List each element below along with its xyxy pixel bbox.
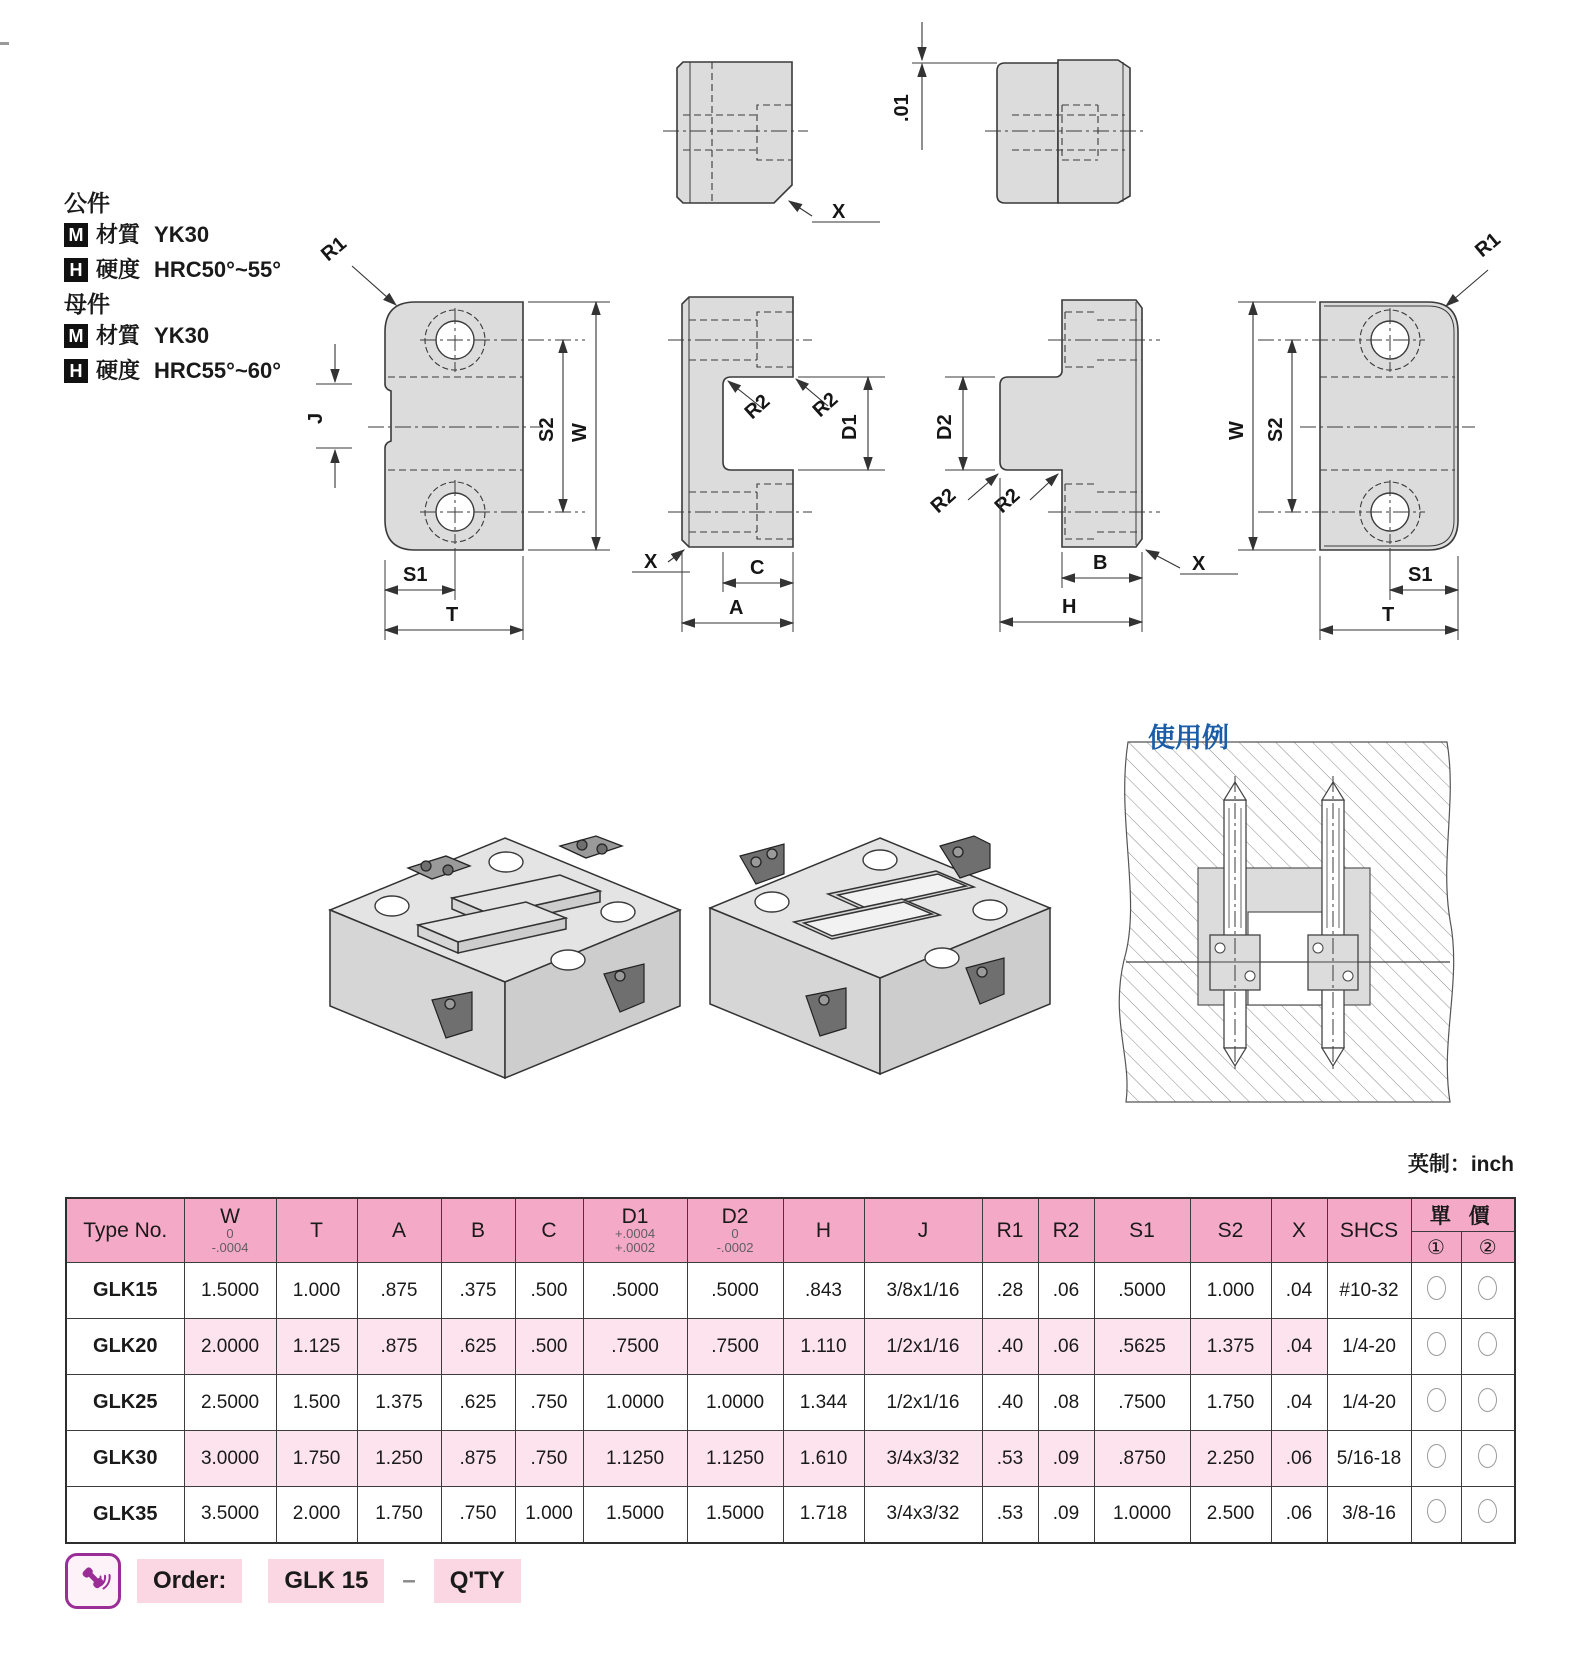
cell-r1: .40 [982,1375,1038,1431]
cell-r1: .40 [982,1319,1038,1375]
cell-r2: .09 [1038,1487,1094,1543]
cell-r2: .08 [1038,1375,1094,1431]
cell-price-1 [1411,1319,1461,1375]
front-view-male [927,300,1238,632]
cell-w: 2.0000 [184,1319,276,1375]
cell-type-no: GLK35 [66,1487,184,1543]
cell-r2: .06 [1038,1319,1094,1375]
cell-s2: 1.000 [1190,1263,1271,1319]
material-icon: M [64,324,88,348]
cell-w: 3.0000 [184,1431,276,1487]
material-value: YK30 [154,222,210,247]
cell-h: .843 [783,1263,864,1319]
front-view-female [632,297,885,632]
hardness-icon: H [64,359,88,383]
svg-text:X: X [644,551,658,573]
cell-j: 3/8x1/16 [864,1263,982,1319]
order-label: Order: [137,1559,242,1603]
price-circle [1427,1388,1446,1412]
svg-text:R2: R2 [808,388,843,422]
cell-h: 1.110 [783,1319,864,1375]
cell-b: .375 [441,1263,515,1319]
price-circle [1478,1499,1497,1523]
cell-d1: 1.5000 [583,1487,687,1543]
cell-shcs: 1/4-20 [1327,1375,1411,1431]
svg-text:R2: R2 [740,390,775,424]
cell-b: .625 [441,1375,515,1431]
cell-j: 3/4x3/32 [864,1431,982,1487]
cell-s1: .8750 [1094,1431,1190,1487]
cell-a: .875 [357,1263,441,1319]
cell-b: .750 [441,1487,515,1543]
price-circle [1427,1499,1446,1523]
price-circle [1478,1444,1497,1468]
table-row-glk20 [66,1319,1515,1375]
cell-a: 1.750 [357,1487,441,1543]
svg-text:S2: S2 [1265,417,1287,442]
table-row-glk30 [66,1431,1515,1487]
price-circle [1478,1388,1497,1412]
cell-price-1 [1411,1375,1461,1431]
cell-j: 1/2x1/16 [864,1375,982,1431]
order-part-number: GLK 15 [268,1559,384,1603]
svg-text:J: J [305,412,327,424]
cell-x: .04 [1271,1319,1327,1375]
male-material-line [64,223,281,247]
table-row-glk25 [66,1375,1515,1431]
front-view-right-plate [1226,229,1505,640]
hardness-icon: H [64,258,88,282]
cell-price-2 [1461,1487,1515,1543]
price-circle [1478,1332,1497,1356]
svg-text:W: W [1226,421,1248,440]
col-header-x: X [1271,1198,1327,1263]
cell-x: .06 [1271,1431,1327,1487]
col-header-t: T [276,1198,357,1263]
phone-icon [65,1553,121,1609]
phone-handset-icon [75,1563,111,1599]
cell-a: 1.250 [357,1431,441,1487]
material-icon: M [64,223,88,247]
table-row-glk35 [66,1487,1515,1543]
cell-d2: .5000 [687,1263,783,1319]
dimension-table [65,1197,1516,1544]
cell-s1: .5625 [1094,1319,1190,1375]
top-view-offset [891,22,1145,203]
svg-text:H: H [1062,596,1077,618]
cell-r1: .53 [982,1431,1038,1487]
cell-a: .875 [357,1319,441,1375]
female-material-line [64,324,281,348]
cell-r2: .06 [1038,1263,1094,1319]
cell-h: 1.610 [783,1431,864,1487]
cell-s1: .5000 [1094,1263,1190,1319]
svg-text:S1: S1 [403,564,428,586]
svg-text:C: C [750,557,765,579]
female-hardness-line [64,359,281,383]
cell-t: 2.000 [276,1487,357,1543]
cell-price-2 [1461,1375,1515,1431]
cell-c: .750 [515,1375,583,1431]
cell-b: .875 [441,1431,515,1487]
col-header-j: J [864,1198,982,1263]
material-label: 材質 [96,323,141,348]
cell-type-no: GLK15 [66,1263,184,1319]
cell-type-no: GLK20 [66,1319,184,1375]
cell-c: 1.000 [515,1487,583,1543]
material-spec-block [64,192,281,394]
male-part-title: 公件 [64,190,110,216]
svg-text:W: W [569,423,591,442]
col-header-r2: R2 [1038,1198,1094,1263]
clamp-unit [560,836,622,858]
table-row-glk15 [66,1263,1515,1319]
svg-text:D2: D2 [934,414,956,440]
svg-text:T: T [1382,604,1395,626]
svg-text:T: T [446,604,459,626]
cell-w: 3.5000 [184,1487,276,1543]
price-circle [1427,1332,1446,1356]
svg-text:R2: R2 [926,484,961,518]
clamp-unit [740,844,784,884]
cell-r1: .28 [982,1263,1038,1319]
usage-example-title: 使用例 [1148,723,1229,753]
cell-shcs: 1/4-20 [1327,1319,1411,1375]
cell-w: 1.5000 [184,1263,276,1319]
col-header-d2: D2 0 -.0002 [687,1198,783,1263]
cell-s1: .7500 [1094,1375,1190,1431]
cell-price-1 [1411,1431,1461,1487]
cell-t: 1.000 [276,1263,357,1319]
cell-price-1 [1411,1487,1461,1543]
hardness-value: HRC55°~60° [154,358,282,383]
col-header-w: W 0 -.0004 [184,1198,276,1263]
cell-d1: .7500 [583,1319,687,1375]
price-circle [1427,1444,1446,1468]
cell-type-no: GLK25 [66,1375,184,1431]
unit-note: 英制：inch [1407,1153,1514,1176]
female-part-title: 母件 [64,291,110,317]
cell-d2: .7500 [687,1319,783,1375]
cell-shcs: 5/16-18 [1327,1431,1411,1487]
svg-text:X: X [1192,553,1206,575]
svg-text:X: X [832,201,846,223]
cell-c: .500 [515,1263,583,1319]
iso-view-plate-slots [710,836,1050,1074]
svg-text:B: B [1093,552,1108,574]
order-qty: Q'TY [434,1559,521,1603]
cell-x: .04 [1271,1263,1327,1319]
cell-r2: .09 [1038,1431,1094,1487]
cell-price-2 [1461,1319,1515,1375]
hardness-label: 硬度 [96,257,141,282]
cell-price-2 [1461,1263,1515,1319]
cell-j: 1/2x1/16 [864,1319,982,1375]
hardness-label: 硬度 [96,358,141,383]
col-header-price-2: ② [1461,1232,1515,1263]
cell-shcs: 3/8-16 [1327,1487,1411,1543]
cell-s2: 1.375 [1190,1319,1271,1375]
top-view-male [663,62,880,223]
material-value: YK30 [154,323,210,348]
cell-h: 1.344 [783,1375,864,1431]
usage-example-drawing [1119,742,1453,1102]
cell-x: .06 [1271,1487,1327,1543]
col-header-shcs: SHCS [1327,1198,1411,1263]
cell-x: .04 [1271,1375,1327,1431]
cell-d1: 1.1250 [583,1431,687,1487]
cell-s2: 1.750 [1190,1375,1271,1431]
cell-t: 1.500 [276,1375,357,1431]
cell-d1: 1.0000 [583,1375,687,1431]
cell-b: .625 [441,1319,515,1375]
iso-view-plate-keys [330,836,680,1078]
cell-h: 1.718 [783,1487,864,1543]
svg-text:R1: R1 [1471,228,1505,262]
col-header-d1: D1 +.0004 +.0002 [583,1198,687,1263]
order-row [65,1553,547,1609]
cell-a: 1.375 [357,1375,441,1431]
cell-r1: .53 [982,1487,1038,1543]
cell-d2: 1.0000 [687,1375,783,1431]
cell-d2: 1.5000 [687,1487,783,1543]
male-hardness-line [64,258,281,282]
cell-c: .500 [515,1319,583,1375]
cell-c: .750 [515,1431,583,1487]
svg-text:S2: S2 [536,417,558,442]
col-header-price: 單 價 [1411,1198,1515,1232]
col-header-s2: S2 [1190,1198,1271,1263]
material-label: 材質 [96,222,141,247]
svg-text:.01: .01 [891,94,913,122]
cell-price-1 [1411,1263,1461,1319]
svg-text:R2: R2 [990,484,1025,518]
col-header-b: B [441,1198,515,1263]
cell-t: 1.750 [276,1431,357,1487]
cell-s2: 2.500 [1190,1487,1271,1543]
col-header-c: C [515,1198,583,1263]
svg-text:S1: S1 [1408,564,1433,586]
col-header-r1: R1 [982,1198,1038,1263]
cell-d1: .5000 [583,1263,687,1319]
cell-price-2 [1461,1431,1515,1487]
front-view-left-plate [305,233,610,640]
col-header-price-1: ① [1411,1232,1461,1263]
cell-s1: 1.0000 [1094,1487,1190,1543]
col-header-s1: S1 [1094,1198,1190,1263]
col-header-type-no: Type No. [66,1198,184,1263]
cell-j: 3/4x3/32 [864,1487,982,1543]
col-header-a: A [357,1198,441,1263]
hardness-value: HRC50°~55° [154,257,282,282]
cell-d2: 1.1250 [687,1431,783,1487]
svg-text:A: A [729,597,744,619]
cell-shcs: #10-32 [1327,1263,1411,1319]
cell-type-no: GLK30 [66,1431,184,1487]
cell-w: 2.5000 [184,1375,276,1431]
cell-s2: 2.250 [1190,1431,1271,1487]
svg-text:D1: D1 [839,414,861,440]
col-header-h: H [783,1198,864,1263]
price-circle [1427,1276,1446,1300]
cell-t: 1.125 [276,1319,357,1375]
svg-text:R1: R1 [317,232,351,266]
price-circle [1478,1276,1497,1300]
order-separator: – [402,1567,416,1594]
